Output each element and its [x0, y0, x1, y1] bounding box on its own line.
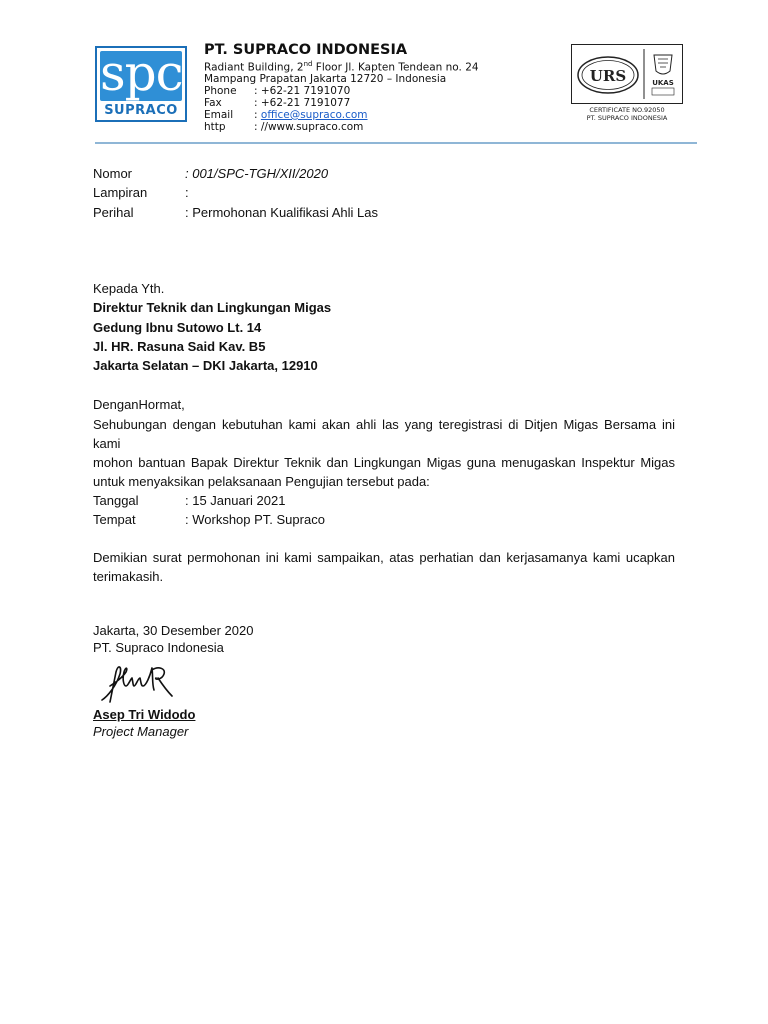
perihal-label: Perihal — [93, 205, 134, 220]
recipient-line-4: Jakarta Selatan – DKI Jakarta, 12910 — [93, 358, 318, 373]
phone-label: Phone — [204, 85, 237, 97]
signature-icon — [96, 656, 186, 708]
perihal-value: : Permohonan Kualifikasi Ahli Las — [185, 205, 378, 220]
fax-value: : +62-21 7191077 — [254, 97, 351, 109]
paragraph-1-line-1: Sehubungan dengan kebutuhan kami akan ahli las yang teregistrasi di Ditjen Migas Bersama ini kami — [93, 417, 675, 451]
paragraph-2-line-1: Demikian surat permohonan ini kami sampaikan, atas perhatian dan kerjasamanya kami ucapkan — [93, 550, 675, 565]
nomor-label: Nomor — [93, 166, 133, 181]
fax-label: Fax — [204, 97, 222, 109]
lampiran-label: Lampiran — [93, 185, 148, 200]
ukas-text: UKAS — [652, 79, 674, 87]
company-logo — [95, 46, 187, 122]
cert-mark-text: URS — [589, 67, 627, 85]
tanggal-label: Tanggal — [93, 493, 139, 508]
logo-badge — [100, 44, 183, 102]
certification-mark — [571, 44, 683, 104]
paragraph-2-line-2: terimakasih. — [93, 569, 164, 584]
email-label: Email — [204, 109, 234, 121]
recipient-line-2: Gedung Ibnu Sutowo Lt. 14 — [93, 320, 262, 335]
paragraph-1-line-2: mohon bantuan Bapak Direktur Teknik dan Lingkungan Migas guna menugaskan Inspektur Migas — [93, 455, 675, 470]
lampiran-value: : — [185, 185, 189, 200]
signer-title: Project Manager — [93, 724, 189, 739]
address-line-1: Radiant Building, 2nd Floor Jl. Kapten Tendean no. 24 — [204, 60, 479, 74]
email-line — [254, 109, 368, 121]
http-label: http — [204, 121, 226, 133]
certificate-number: CERTIFICATE NO.92050 — [589, 106, 665, 114]
signer-name: Asep Tri Widodo — [93, 707, 196, 722]
company-name: PT. SUPRACO INDONESIA — [204, 42, 408, 58]
body-paragraph-2 — [93, 548, 675, 586]
phone-value: : +62-21 7191070 — [254, 85, 351, 97]
recipient-greeting: Kepada Yth. — [93, 281, 165, 296]
letterhead-divider — [95, 142, 697, 144]
tempat-label: Tempat — [93, 512, 136, 527]
logo-wordmark: SUPRACO — [104, 103, 178, 118]
certificate-holder: PT. SUPRACO INDONESIA — [586, 114, 668, 122]
paragraph-1-line-3: untuk menyaksikan pelaksanaan Pengujian tersebut pada: — [93, 474, 430, 489]
tanggal-value: : 15 Januari 2021 — [185, 493, 286, 508]
address-line-2: Mampang Prapatan Jakarta 12720 – Indonesia — [204, 73, 447, 85]
urs-ukas-icon — [572, 45, 682, 103]
place-date: Jakarta, 30 Desember 2020 — [93, 623, 254, 638]
website-link[interactable]: : //www.supraco.com — [254, 121, 364, 133]
recipient-line-1: Direktur Teknik dan Lingkungan Migas — [93, 300, 332, 315]
logo-text: spc — [100, 44, 183, 102]
email-prefix: : — [254, 109, 261, 121]
body-paragraph-1 — [93, 415, 675, 491]
closing-company: PT. Supraco Indonesia — [93, 640, 224, 655]
recipient-line-3: Jl. HR. Rasuna Said Kav. B5 — [93, 339, 266, 354]
salutation: DenganHormat, — [93, 397, 185, 412]
tempat-value: : Workshop PT. Supraco — [185, 512, 325, 527]
nomor-value: : 001/SPC-TGH/XII/2020 — [185, 166, 329, 181]
email-link[interactable]: office@supraco.com — [260, 109, 368, 121]
